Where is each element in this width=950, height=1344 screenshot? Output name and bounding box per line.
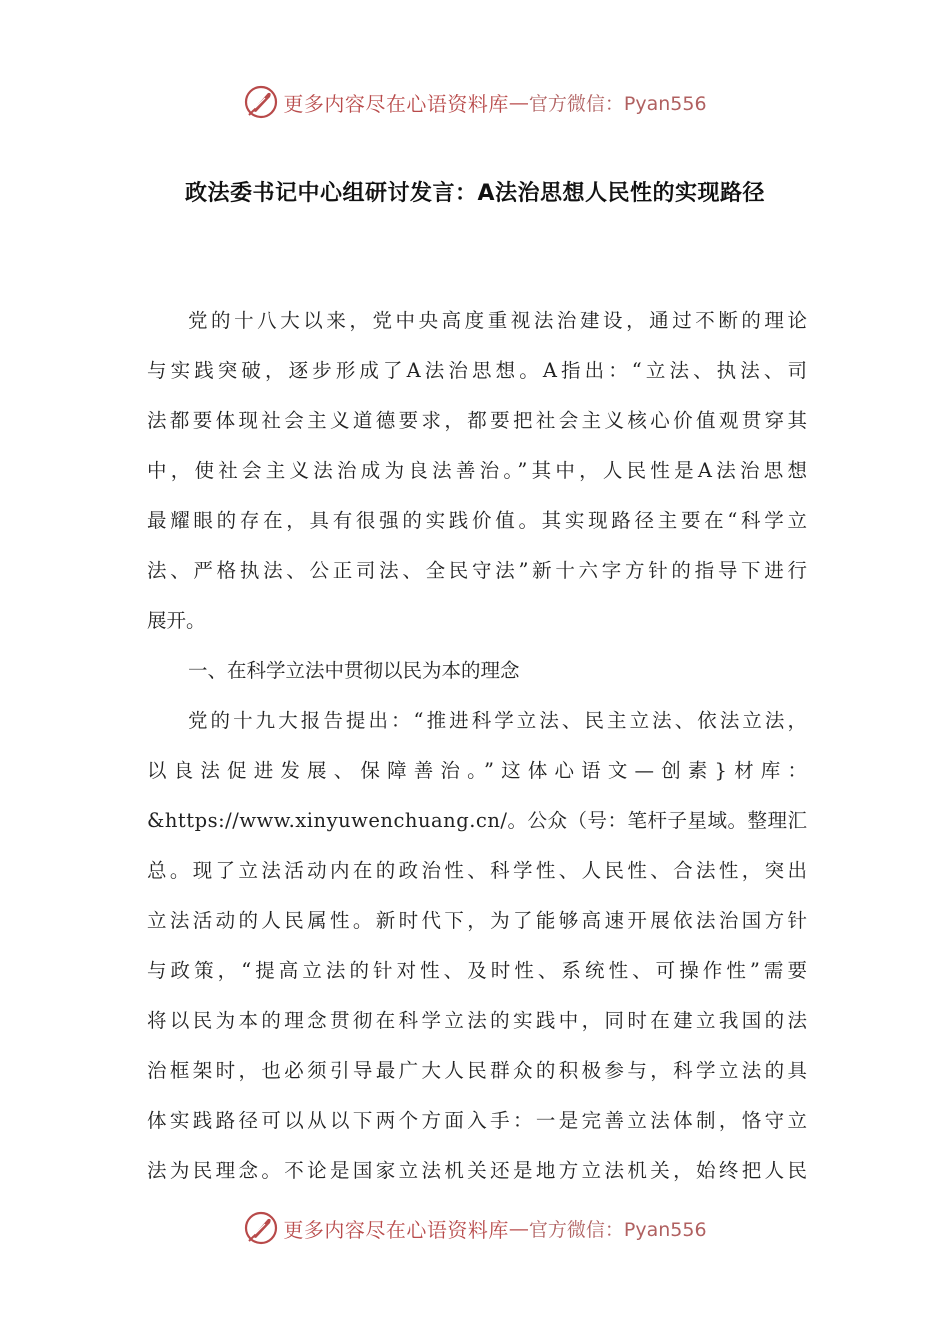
- text-line: &https://www.xinyuwenchuang.cn/。公众（号：笔杆子星域。整理汇: [147, 809, 808, 832]
- text-line: 总。现了立法活动内在的政治性、科学性、人民性、合法性，突出: [147, 859, 811, 882]
- banner-text: 更多内容尽在心语资料库: [283, 1217, 509, 1242]
- banner-separator: —: [508, 1216, 529, 1240]
- text-line: 以良法促进发展、保障善治。”这体心语文—创素}材库：: [147, 759, 815, 782]
- quill-logo-icon: [243, 84, 279, 120]
- text-line: 中，使社会主义法治成为良法善治。”其中，人民性是A法治思想: [147, 459, 812, 482]
- text-line: 展开。: [147, 609, 206, 632]
- banner-wechat: 官方微信：Pyan556: [528, 1218, 707, 1241]
- text-line: 立法活动的人民属性。新时代下，为了能够高速开展依法治国方针: [147, 909, 811, 932]
- banner-separator: —: [508, 90, 529, 114]
- footer-banner: [0, 1208, 950, 1248]
- text-line: 党的十八大以来，党中央高度重视法治建设，通过不断的理论: [188, 309, 811, 332]
- banner-text: 更多内容尽在心语资料库: [283, 91, 509, 116]
- text-line: 法都要体现社会主义道德要求，都要把社会主义核心价值观贯穿其: [147, 409, 811, 432]
- text-line: 法、严格执法、公正司法、全民守法”新十六字方针的指导下进行: [147, 559, 811, 582]
- text-line: 最耀眼的存在，具有很强的实践价值。其实现路径主要在“科学立: [147, 509, 811, 532]
- header-banner: [0, 82, 950, 122]
- document-body: [147, 296, 815, 1196]
- text-line: 治框架时，也必须引导最广大人民群众的积极参与，科学立法的具: [147, 1059, 811, 1082]
- text-line: 党的十九大报告提出：“推进科学立法、民主立法、依法立法，: [188, 709, 811, 732]
- quill-logo-icon: [243, 1210, 279, 1246]
- text-line: 与实践突破，逐步形成了A法治思想。A指出：“立法、执法、司: [147, 359, 812, 382]
- text-line: 法为民理念。不论是国家立法机关还是地方立法机关，始终把人民: [147, 1159, 811, 1182]
- section-heading: 一、在科学立法中贯彻以民为本的理念: [188, 659, 520, 682]
- text-line: 将以民为本的理念贯彻在科学立法的实践中，同时在建立我国的法: [147, 1009, 811, 1032]
- banner-wechat: 官方微信：Pyan556: [528, 92, 707, 115]
- document-title: 政法委书记中心组研讨发言：A法治思想人民性的实现路径: [184, 181, 766, 206]
- text-line: 与政策，“提高立法的针对性、及时性、系统性、可操作性”需要: [147, 959, 812, 982]
- text-line: 体实践路径可以从以下两个方面入手：一是完善立法体制，恪守立: [147, 1109, 811, 1132]
